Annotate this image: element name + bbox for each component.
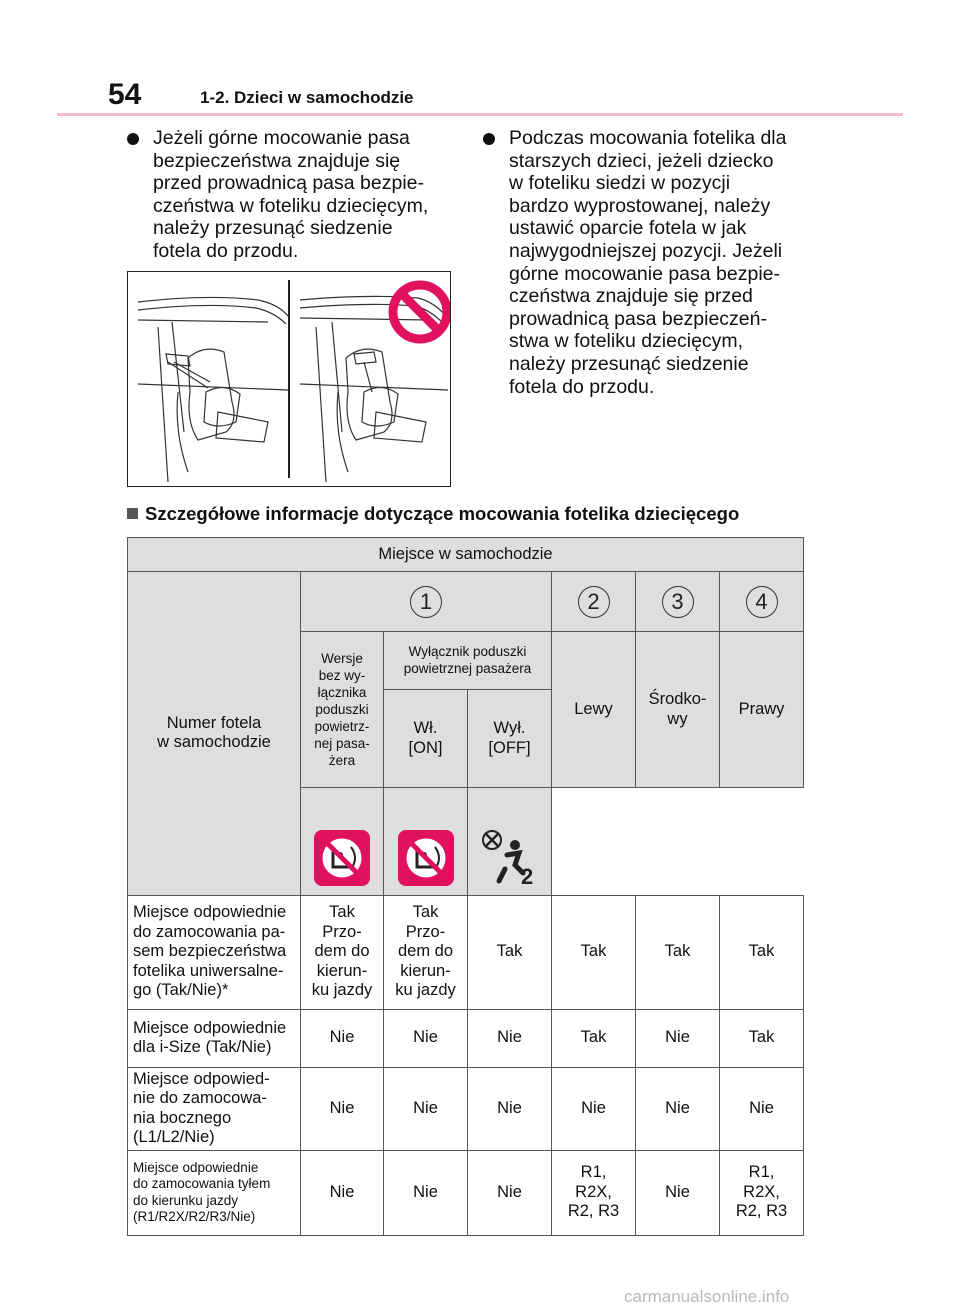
table-cell: R1, R2X, R2, R3 bbox=[720, 1150, 804, 1235]
seat-right: Prawy bbox=[720, 632, 804, 788]
square-bullet-icon bbox=[127, 508, 138, 519]
seat-left: Lewy bbox=[552, 632, 636, 788]
seat-number-4 bbox=[720, 572, 804, 632]
table-cell: Nie bbox=[468, 1009, 552, 1067]
table-cell: Nie bbox=[384, 1150, 468, 1235]
table-row bbox=[128, 1150, 804, 1235]
switch-off: Wył. [OFF] bbox=[468, 690, 552, 788]
bullet-left-text: Jeżeli górne mocowanie pasa bezpieczeństwa znajduje się przed prowadnicą pasa bezpie- czeństwa w foteliku dziecięcym, należy przesunąć siedzenie fotela do przodu. bbox=[153, 127, 429, 262]
page-header bbox=[108, 74, 908, 114]
table-row bbox=[128, 1067, 804, 1150]
seat-number-1 bbox=[301, 572, 552, 632]
svg-text:2: 2 bbox=[520, 864, 533, 887]
table-cell: R1, R2X, R2, R3 bbox=[552, 1150, 636, 1235]
table-cell: Nie bbox=[468, 1150, 552, 1235]
prohibited-icon bbox=[393, 285, 447, 339]
circled-number: 2 bbox=[578, 586, 610, 618]
table-cell: Nie bbox=[636, 1150, 720, 1235]
circled-number: 3 bbox=[662, 586, 694, 618]
table-cell: Nie bbox=[384, 1067, 468, 1150]
table-title: Miejsce w samochodzie bbox=[128, 538, 804, 572]
header-rule bbox=[57, 113, 903, 116]
circled-number: 4 bbox=[746, 586, 778, 618]
watermark: carmanualsonline.info bbox=[624, 1287, 790, 1306]
table-row bbox=[128, 1009, 804, 1067]
table-cell: Tak bbox=[720, 1009, 804, 1067]
bullet-left bbox=[127, 127, 467, 263]
child-seat-drawing bbox=[128, 272, 450, 486]
bullet-right bbox=[483, 127, 813, 398]
table-cell: Nie bbox=[301, 1067, 384, 1150]
table-cell: Tak bbox=[468, 895, 552, 1009]
table-cell: Tak bbox=[636, 895, 720, 1009]
table-cell: Nie bbox=[636, 1009, 720, 1067]
version-no-switch: Wersje bez wy- łącznika poduszki powietrz- nej pasa- żera bbox=[301, 632, 384, 788]
seat-center: Środko- wy bbox=[636, 632, 720, 788]
table-cell: Nie bbox=[552, 1067, 636, 1150]
table-cell: Nie bbox=[636, 1067, 720, 1150]
bullet-right-text: Podczas mocowania fotelika dla starszych dzieci, jeżeli dziecko w foteliku siedzi w pozycji bardzo wyprostowanej, należy ustawić oparcie fotela w jak najwygodniejszej pozycji. Jeżeli górne mocowanie pasa bezpie- czeństwa znajduje się przed prowadnicą pasa bezpieczeń- stwa w foteliku dziecięcym, należy przesunąć siedzenie fotela do przodu. bbox=[509, 127, 787, 398]
icon-cell-1 bbox=[301, 788, 384, 896]
table-row bbox=[128, 895, 804, 1009]
section-title: 1-2. Dzieci w samochodzie bbox=[200, 88, 414, 107]
table-cell: Nie bbox=[384, 1009, 468, 1067]
table-cell: Nie bbox=[301, 1150, 384, 1235]
icon-cell-2 bbox=[384, 788, 468, 896]
airbag-switch-label: Wyłącznik poduszki powietrznej pasażera bbox=[384, 632, 552, 690]
seat-number-label: Numer fotela w samochodzie bbox=[128, 572, 301, 896]
table-cell: Tak bbox=[552, 895, 636, 1009]
table-cell: Nie bbox=[720, 1067, 804, 1150]
seat-compatibility-table bbox=[127, 537, 804, 1236]
rear-facing-prohibited-icon bbox=[313, 810, 371, 893]
rear-facing-prohibited-icon bbox=[397, 810, 455, 893]
seat-number-2 bbox=[552, 572, 636, 632]
circled-number: 1 bbox=[410, 586, 442, 618]
seat-number-3 bbox=[636, 572, 720, 632]
table-cell: Tak Przo- dem do kierun- ku jazdy bbox=[384, 895, 468, 1009]
child-seat-illustration bbox=[127, 271, 451, 487]
subheading-text: Szczegółowe informacje dotyczące mocowania fotelika dziecięcego bbox=[145, 503, 740, 524]
row-label: Miejsce odpowiednie dla i-Size (Tak/Nie) bbox=[128, 1009, 301, 1067]
airbag-off-icon bbox=[481, 810, 539, 893]
subheading bbox=[127, 503, 739, 525]
bullet-dot-icon bbox=[127, 133, 139, 145]
bullet-dot-icon bbox=[483, 133, 495, 145]
table-cell: Nie bbox=[301, 1009, 384, 1067]
table-cell: Tak bbox=[552, 1009, 636, 1067]
table-cell: Nie bbox=[468, 1067, 552, 1150]
icon-cell-3 bbox=[468, 788, 552, 896]
switch-on: Wł. [ON] bbox=[384, 690, 468, 788]
table-cell: Tak Przo- dem do kierun- ku jazdy bbox=[301, 895, 384, 1009]
row-label: Miejsce odpowiednie do zamocowania tyłem do kierunku jazdy (R1/R2X/R2/R3/Nie) bbox=[128, 1150, 301, 1235]
row-label: Miejsce odpowied- nie do zamocowa- nia bocznego (L1/L2/Nie) bbox=[128, 1067, 301, 1150]
row-label: Miejsce odpowiednie do zamocowania pa- sem bezpieczeństwa fotelika uniwersalne- go (Tak/Nie)* bbox=[128, 895, 301, 1009]
page-number: 54 bbox=[108, 78, 142, 111]
table-cell: Tak bbox=[720, 895, 804, 1009]
